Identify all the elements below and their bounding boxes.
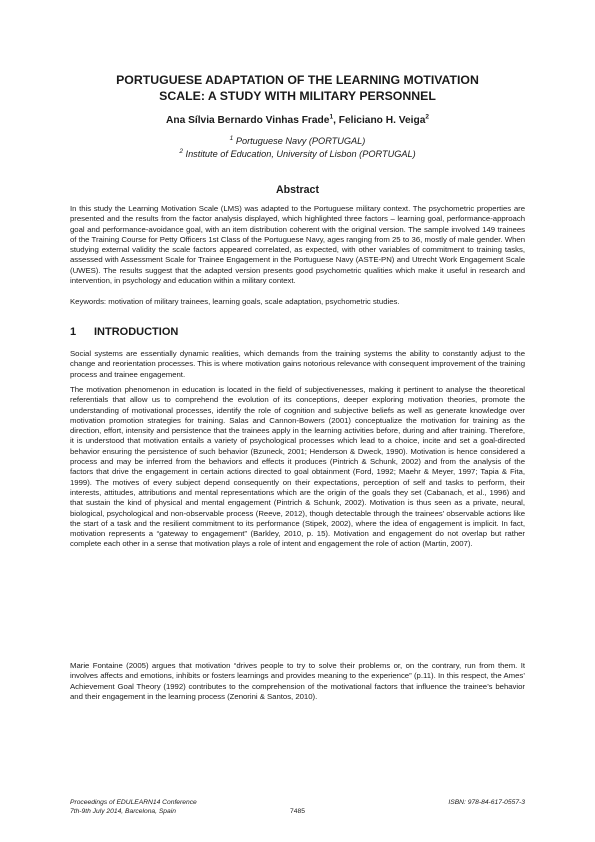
footer-isbn: ISBN: 978-84-617-0557-3 (448, 799, 525, 806)
intro-paragraph-1: Social systems are essentially dynamic realities, which demands from the training systems the ability to constantly adjust to the change and reorientation processes. This is where motivation gains notorious relevance with consequent improvement of the training process and trainee engagement. (70, 349, 525, 379)
affiliation-1-mark: 1 (229, 134, 234, 142)
affiliation-2-mark: 2 (179, 147, 183, 155)
author-list (70, 115, 525, 126)
author-affil-mark-1: 1 (329, 113, 334, 121)
page-number: 7485 (290, 808, 305, 815)
title-line-1: PORTUGUESE ADAPTATION OF THE LEARNING MOTIVATION (116, 73, 479, 87)
affiliation-2-text: Institute of Education, University of Lisbon (PORTUGAL) (185, 149, 416, 159)
intro-paragraph-3: Marie Fontaine (2005) argues that motivation “drives people to try to solve their problems or, on the contrary, run from them. It involves affects and emotions, inhibits or fosters learnings and provides meaning to the experience” (p.11). In this respect, the Ames’ Achievement Goal Theory (1992) contributes to the comprehension of the motivational factors that influence the trainee’s behavior and their engagement in the learning process (Zenorini & Santos, 2010). (70, 661, 525, 701)
affiliation-2 (70, 149, 525, 159)
affiliation-1-text: Portuguese Navy (PORTUGAL) (235, 136, 366, 146)
keywords: Keywords: motivation of military trainees, learning goals, scale adaptation, psychometric studies. (70, 297, 400, 306)
section-title: INTRODUCTION (94, 326, 179, 338)
author-affil-mark-2: 2 (425, 113, 429, 121)
footer-conference: Proceedings of EDULEARN14 Conference (70, 799, 197, 806)
author-name-2: Feliciano H. Veiga (338, 115, 426, 126)
abstract-text: In this study the Learning Motivation Scale (LMS) was adapted to the Portuguese military context. The psychometric properties are presented and the results from the factor analysis displayed, which highlighted three factors – learning goal, performance-approach goal and performance-avoidance goal, with an item distribution coherent with the original version. The sample involved 149 trainees of the Training Course for Petty Officers 1st Class of the Portuguese Navy, ages ranging from 25 to 36, mostly of male gender. When studying external validity the scale factors appeared correlated, as expected, with other variables of commitment to training tasks, assessed with Assessment Scale for Trainee Engagement in the Portuguese Navy (ASTE-PN) and Utrecht Work Engagement Scale (UWES). The results suggest that the adapted version presents good psychometric qualities which make it useful in research and intervention, in psychology and education within a military context. (70, 204, 525, 286)
abstract-heading: Abstract (276, 184, 319, 196)
author-separator: , (333, 115, 339, 126)
author-name-1: Ana Sílvia Bernardo Vinhas Frade (166, 115, 330, 126)
intro-paragraph-2: The motivation phenomenon in education is located in the field of subjectivenesses, making it pertinent to analyse the theoretical referentials that allow us to comprehend the evolution of its conceptions, deeper exploring motivation theories, promote the understanding of motivational processes, identify the role of cognition and subjective beliefs as well as generate knowledge over motivation promotion strategies for training. Salas and Cannon-Bowers (2001) conceptualize the motivation for training as the direction, effort, intensity and persistence that the trainees apply in the learning activities before, during and after training. Therefore, it is understood that motivation entails a variety of psychological processes which lead to a choice, incite and set a goal-directed behavior ensuring the persistence of such behavior (Bzuneck, 2001; Henderson & Dweck, 1990). Motivation is hence considered a process and may be inferred from the behaviors and effects it produces (Pintrich & Schunk, 2002) and from the analysis of the factors that drive the engagement in certain actions directed to goal obtainment (Ford, 1992; Maehr & Meyer, 1997; Tapia & Fita, 1999). The motives of every subject depend consequently on their expectations, perception of self and tasks to perform, their interests, attitudes, attributions and mental representations which are the origin of the goals they set (Cabanach, et al., 1996) and that sustain the kind of physical and mental engagement (Pintrich & Schunk, 2002). Motivation is thus seen as a private, neural, biological, psychological and non-observable process (Reeve, 2012), though detectable through the trainees’ observable actions like the start of a task and the resilient commitment to its performance (Stipek, 2002), where the idea of engagement is implicit. In fact, motivation represents a “gateway to engagement” (Barkley, 2010, p. 15). Motivation and engagement do not overlap but rather complete each other in a sense that motivation plays a role of intent and engagement the role of action (Martin, 2007). (70, 385, 525, 549)
affiliation-1 (70, 136, 525, 146)
section-number: 1 (70, 326, 77, 338)
footer-dates: 7th-9th July 2014, Barcelona, Spain (70, 807, 176, 815)
title-line-2: SCALE: A STUDY WITH MILITARY PERSONNEL (159, 89, 436, 103)
paper-title (70, 72, 525, 104)
section-heading-introduction (70, 326, 178, 338)
